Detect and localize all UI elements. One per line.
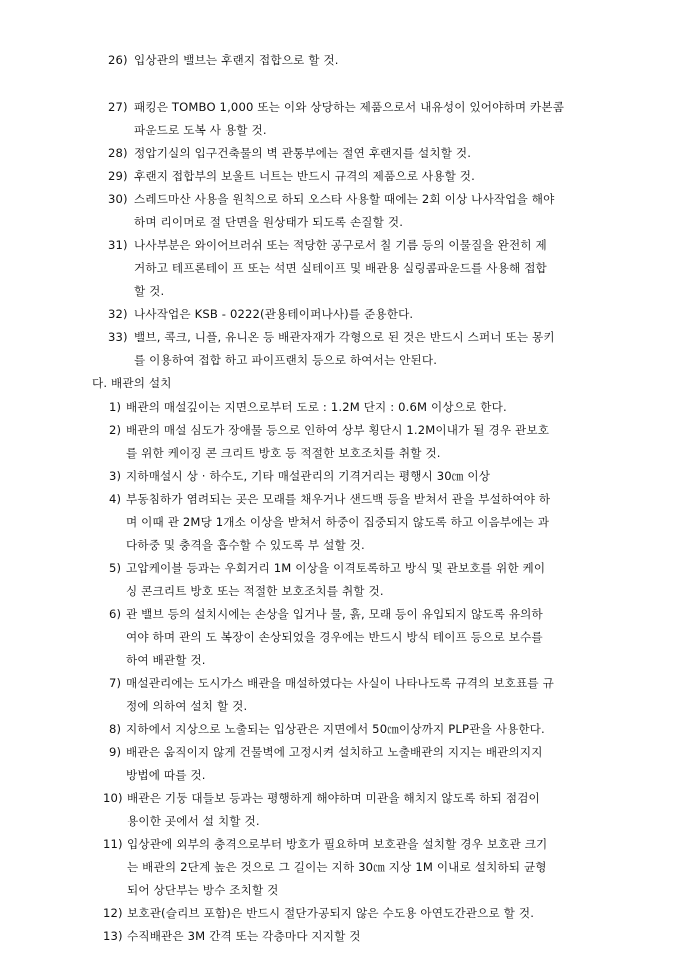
- item-number: 13): [103, 929, 123, 943]
- item-text: 입상관에 외부의 충격으로부터 방호가 필요하며 보호관을 설치할 경우 보호관 크기: [127, 837, 548, 851]
- item-number: 26): [108, 53, 128, 67]
- item-text: 부동침하가 염려되는 곳은 모래를 채우거나 샌드백 등을 받쳐서 관을 부설하여야 하: [126, 492, 551, 506]
- item-number: 11): [103, 837, 123, 851]
- item-number: 2): [109, 423, 122, 437]
- item-text: 정압기실의 입구건축물의 벽 관통부에는 절연 후랜지를 설치할 것.: [134, 146, 472, 160]
- item-text: 나사부분은 와이어브러쉬 또는 적당한 공구로서 칠 기름 등의 이물질을 완전히 제: [134, 238, 547, 252]
- item-number: 8): [109, 722, 122, 736]
- item-number: 33): [108, 330, 128, 344]
- item-text: 지하매설시 상 · 하수도, 기타 매설관리의 기격거리는 평행시 30㎝ 이상: [126, 469, 491, 483]
- item-text-continued: 를 위한 케이징 콘 크리트 방호 등 적절한 보호조치를 취할 것.: [126, 446, 441, 460]
- item-number: 29): [108, 169, 128, 183]
- item-text: 고압케이블 등과는 우회거리 1M 이상을 이격토록하고 방식 및 관보호를 위한 케이: [126, 561, 546, 575]
- item-text-continued: 를 이용하여 접합 하고 파이프랜치 등으로 하여서는 안된다.: [134, 353, 438, 367]
- item-text-continued: 정에 의하여 설치 할 것.: [126, 699, 248, 713]
- item-number: 30): [108, 192, 128, 206]
- item-number: 4): [109, 492, 122, 506]
- item-text-continued: 방법에 따를 것.: [126, 768, 206, 782]
- item-number: 28): [108, 146, 128, 160]
- item-text: 스레드마산 사용을 원칙으로 하되 오스타 사용할 때에는 2회 이상 나사작업을 해야: [134, 192, 555, 206]
- item-number: 9): [109, 745, 122, 759]
- item-text-continued: 여야 하며 관의 도 복장이 손상되었을 경우에는 반드시 방식 테이프 등으로 보수를: [126, 630, 543, 644]
- item-text: 배관의 매설 심도가 장애물 등으로 인하여 상부 횡단시 1.2M이내가 될 경우 관보호: [126, 423, 550, 437]
- item-text: 지하에서 지상으로 노출되는 입상관은 지면에서 50㎝이상까지 PLP관을 사용한다.: [126, 722, 545, 736]
- item-number: 27): [108, 100, 128, 114]
- item-number: 3): [109, 469, 122, 483]
- item-number: 12): [103, 906, 123, 920]
- section-heading: 다. 배관의 설치: [92, 376, 172, 390]
- item-text-continued: 할 것.: [134, 284, 165, 298]
- item-number: 31): [108, 238, 128, 252]
- item-text-continued: 파운드로 도복 사 용할 것.: [134, 123, 267, 137]
- item-number: 10): [103, 791, 123, 805]
- item-number: 1): [109, 400, 122, 414]
- item-text-continued: 다하중 및 충격을 흡수할 수 있도록 부 설할 것.: [126, 538, 365, 552]
- item-number: 7): [109, 676, 122, 690]
- item-text-continued: 거하고 테프론테이 프 또는 석면 실테이프 및 배관용 실링콤파운드를 사용해 접합: [134, 261, 547, 275]
- item-text-continued: 용이한 곳에서 설 치할 것.: [127, 814, 260, 828]
- item-text-continued: 며 이때 관 2M당 1개소 이상을 받쳐서 하중이 집중되지 않도록 하고 이음부에는 과: [126, 515, 550, 529]
- item-text: 패킹은 TOMBO 1,000 또는 이와 상당하는 제품으로서 내유성이 있어야하며 카본콤: [134, 100, 565, 114]
- item-text: 배관은 기둥 대들보 등과는 평행하게 해야하며 미관을 해치지 않도록 하되 점검이: [127, 791, 540, 805]
- item-text-continued: 싱 콘크리트 방호 또는 적절한 보호조치를 취할 것.: [126, 584, 384, 598]
- item-text: 나사작업은 KSB - 0222(관용테이퍼나사)를 준용한다.: [134, 307, 414, 321]
- item-text-continued: 되어 상단부는 방수 조치할 것: [127, 883, 279, 897]
- item-text: 수직배관은 3M 간격 또는 각층마다 지지할 것: [127, 929, 361, 943]
- item-text: 관 밸브 등의 설치시에는 손상을 입거나 물, 흙, 모래 등이 유입되지 않도록 유의하: [126, 607, 543, 621]
- item-text: 밸브, 콕크, 니플, 유니온 등 배관자재가 각형으로 된 것은 반드시 스퍼너 또는 몽키: [134, 330, 555, 344]
- item-number: 6): [109, 607, 122, 621]
- item-text: 배관의 매설깊이는 지면으로부터 도로 : 1.2M 단지 : 0.6M 이상으로 한다.: [126, 400, 507, 414]
- item-text: 매설관리에는 도시가스 배관을 매설하였다는 사실이 나타나도록 규격의 보호표를 규: [126, 676, 554, 690]
- item-text-continued: 하며 리이머로 절 단면을 원상태가 되도록 손질할 것.: [134, 215, 404, 229]
- item-text-continued: 하여 배관할 것.: [126, 653, 206, 667]
- item-text-continued: 는 배관의 2단계 높은 것으로 그 길이는 지하 30㎝ 지상 1M 이내로 설치하되 균형: [127, 860, 547, 874]
- item-number: 5): [109, 561, 122, 575]
- item-text: 후랜지 접합부의 보울트 너트는 반드시 규격의 제품으로 사용할 것.: [134, 169, 475, 183]
- item-text: 보호관(슬리브 포함)은 반드시 절단가공되지 않은 수도용 아연도간관으로 할 것.: [127, 906, 535, 920]
- item-text: 배관은 움직이지 않게 건물벽에 고정시켜 설치하고 노출배관의 지지는 배관의지지: [126, 745, 543, 759]
- item-number: 32): [108, 307, 128, 321]
- item-text: 입상관의 밸브는 후랜지 접합으로 할 것.: [134, 53, 339, 67]
